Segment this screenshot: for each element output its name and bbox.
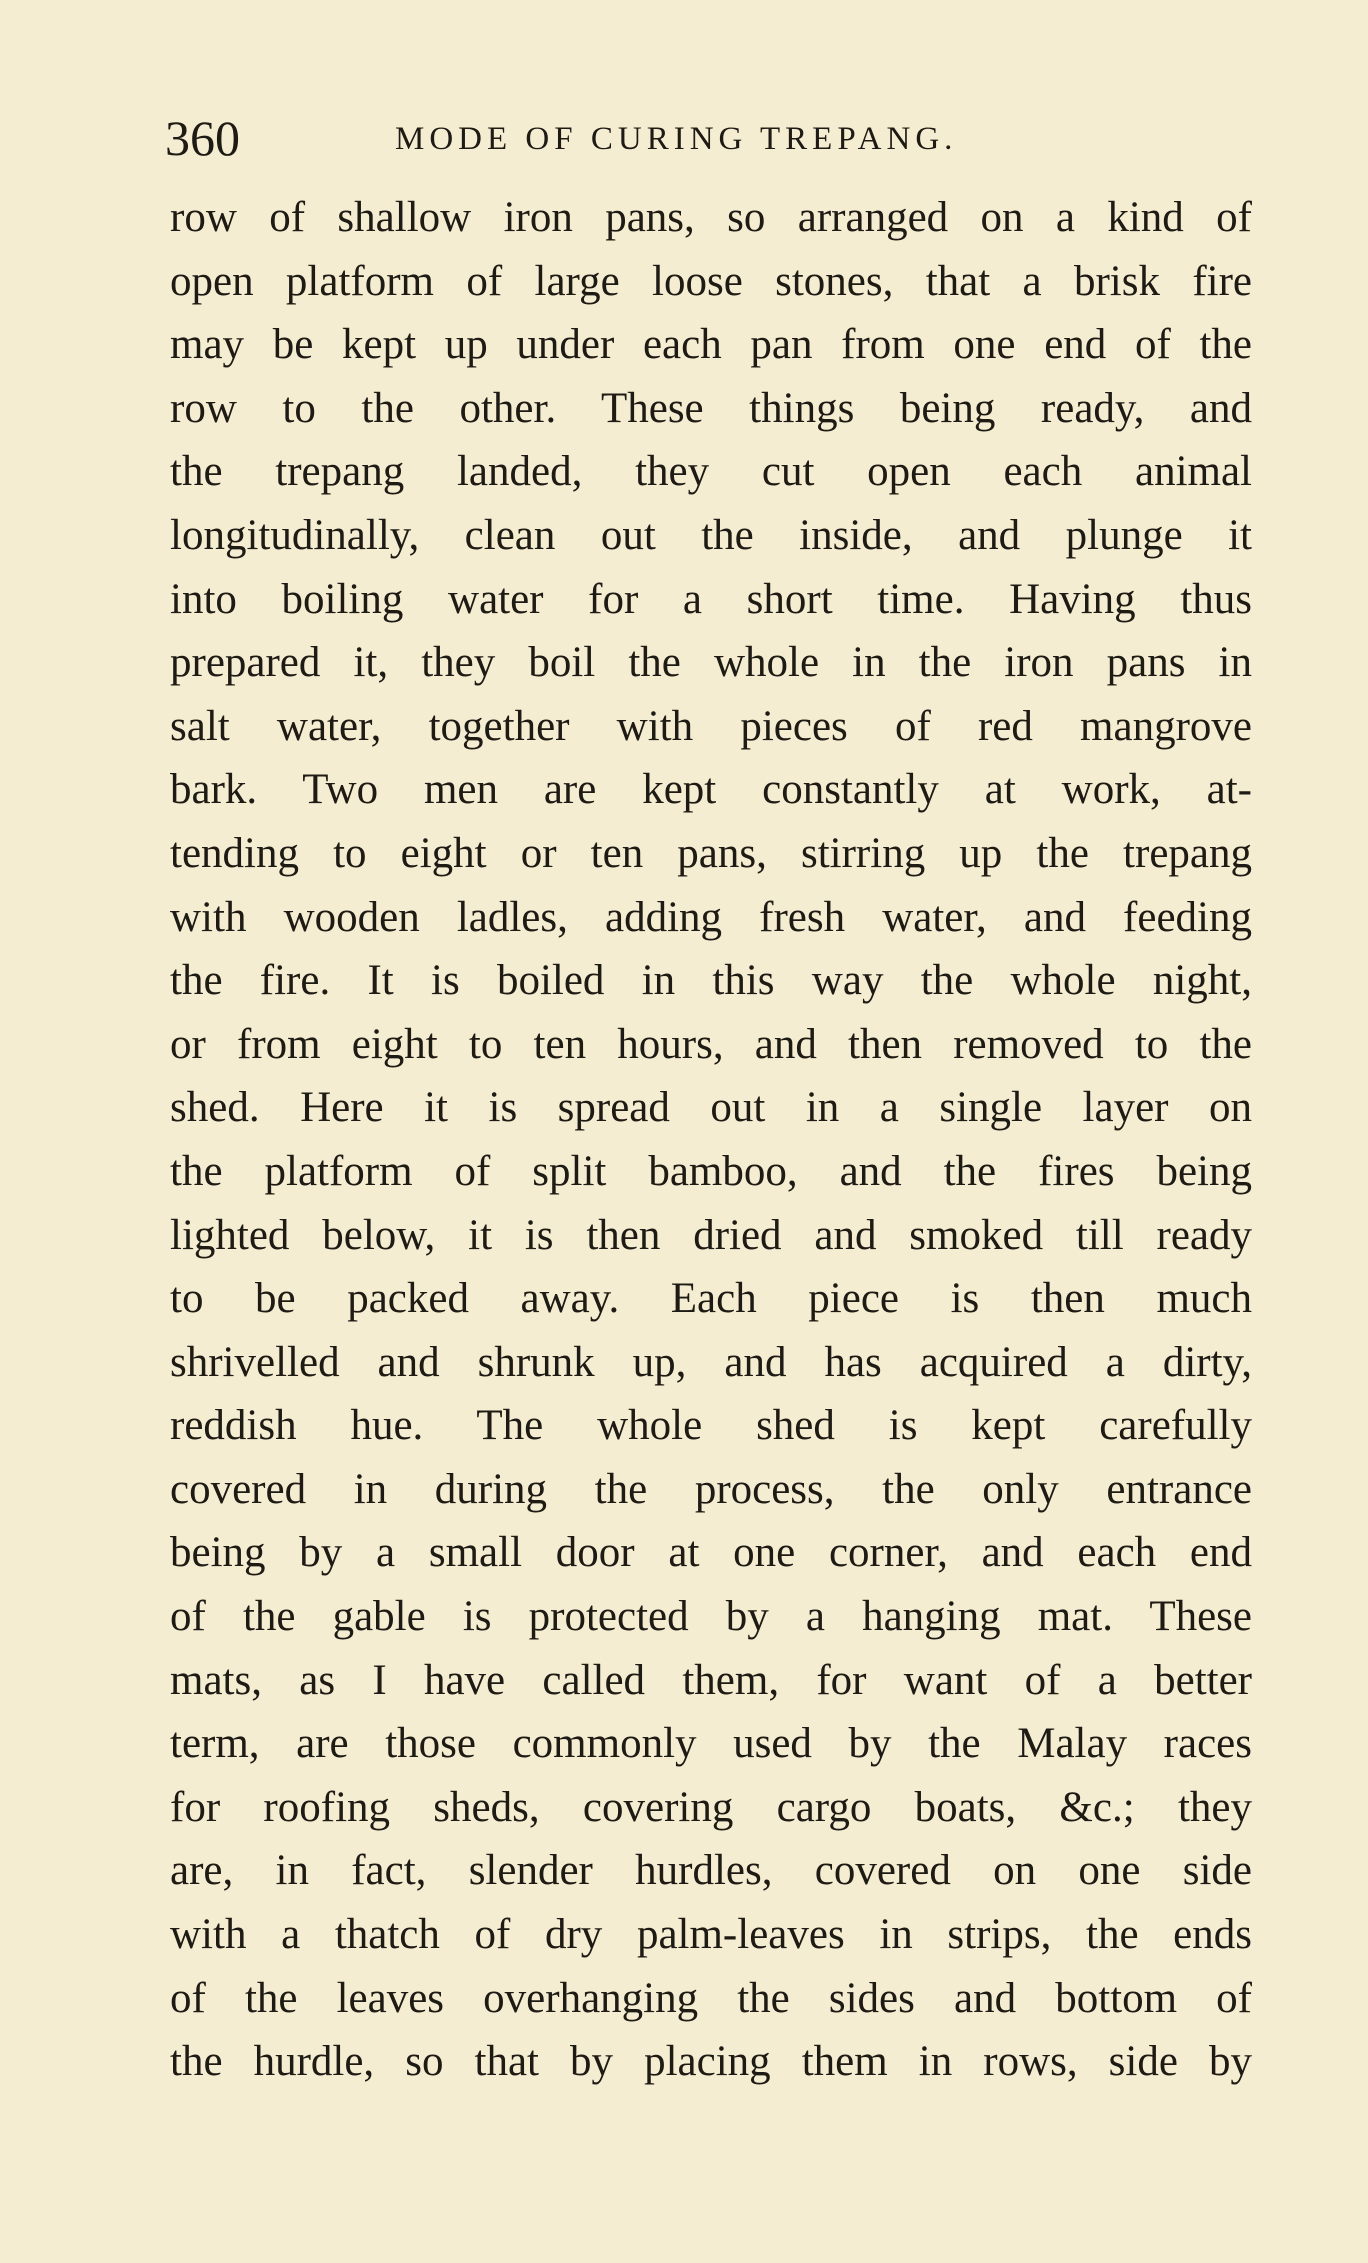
text-line: mats, as I have called them, for want of a better (170, 1656, 1252, 1704)
text-line: with wooden ladles, adding fresh water, and feeding (170, 893, 1252, 941)
text-line: reddish hue. The whole shed is kept carefully (170, 1402, 1252, 1450)
body-text (170, 186, 1252, 2094)
text-line: prepared it, they boil the whole in the iron pans in (170, 639, 1252, 687)
page-number: 360 (165, 110, 240, 166)
text-line: the fire. It is boiled in this way the whole night, (170, 957, 1252, 1005)
text-line: of the gable is protected by a hanging mat. These (170, 1593, 1252, 1641)
text-line: of the leaves overhanging the sides and bottom of (170, 1974, 1252, 2022)
page-header (165, 108, 1255, 168)
text-line: row of shallow iron pans, so arranged on a kind of (170, 194, 1252, 241)
text-line: shed. Here it is spread out in a single layer on (170, 1084, 1252, 1132)
text-line: or from eight to ten hours, and then removed to the (170, 1020, 1252, 1068)
text-line: open platform of large loose stones, that a brisk fire (170, 257, 1252, 305)
text-line: into boiling water for a short time. Having thus (170, 575, 1252, 623)
running-head: MODE OF CURING TREPANG. (395, 121, 958, 157)
text-line: longitudinally, clean out the inside, and plunge it (170, 511, 1252, 559)
text-line: to be packed away. Each piece is then much (170, 1275, 1252, 1323)
text-line: tending to eight or ten pans, stirring up the trepang (170, 829, 1252, 877)
text-line: bark. Two men are kept constantly at work, at- (170, 766, 1252, 814)
text-line: term, are those commonly used by the Malay races (170, 1720, 1252, 1768)
text-line: the platform of split bamboo, and the fires being (170, 1147, 1252, 1195)
text-line: may be kept up under each pan from one end of the (170, 321, 1252, 369)
text-line: the trepang landed, they cut open each animal (170, 448, 1252, 496)
text-line: salt water, together with pieces of red mangrove (170, 702, 1252, 750)
text-line: the hurdle, so that by placing them in rows, side by (170, 2038, 1252, 2086)
text-line: are, in fact, slender hurdles, covered on one side (170, 1847, 1252, 1895)
text-line: being by a small door at one corner, and each end (170, 1529, 1252, 1577)
text-line: with a thatch of dry palm-leaves in strips, the ends (170, 1911, 1252, 1959)
text-line: for roofing sheds, covering cargo boats, &c.; they (170, 1783, 1252, 1831)
text-line: lighted below, it is then dried and smoked till ready (170, 1211, 1252, 1259)
text-line: row to the other. These things being ready, and (170, 384, 1252, 432)
text-line: covered in during the process, the only entrance (170, 1465, 1252, 1513)
text-line: shrivelled and shrunk up, and has acquired a dirty, (170, 1338, 1252, 1386)
